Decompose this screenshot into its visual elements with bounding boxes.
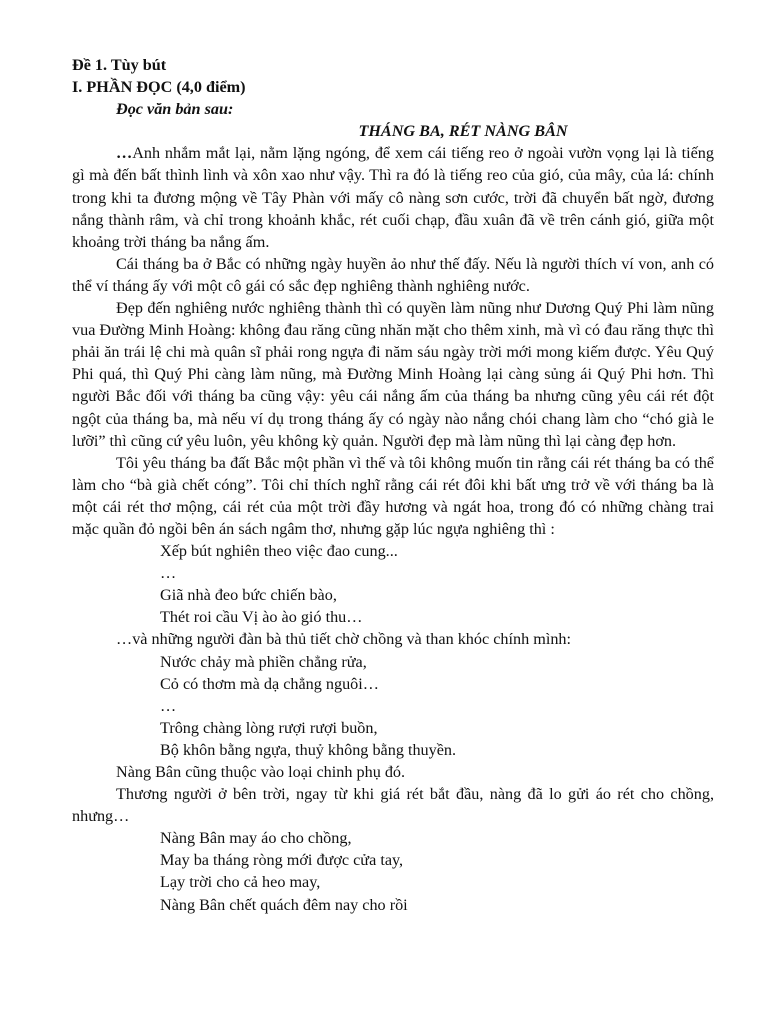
paragraph-5: …và những người đàn bà thủ tiết chờ chồng và than khóc chính mình: xyxy=(116,630,572,649)
exam-heading: Đề 1. Tùy bút xyxy=(72,56,167,74)
verse-block-1 xyxy=(72,540,714,628)
verse-line: Lạy trời cho cả heo may, xyxy=(160,873,321,892)
verse-line: Cỏ có thơm mà dạ chẳng nguôi… xyxy=(160,674,379,693)
verse-line: Xếp bút nghiên theo việc đao cung... xyxy=(160,542,398,561)
verse-line: Thét roi cầu Vị ào ào gió thu… xyxy=(160,608,363,627)
verse-line: Nước chảy mà phiền chẳng rửa, xyxy=(160,652,367,671)
verse-block-3 xyxy=(72,827,714,915)
paragraph-4: Tôi yêu tháng ba đất Bắc một phần vì thế và tôi không muốn tin rằng cái rét tháng ba có thể làm cho “bà già chết cóng”. Tôi chỉ thích nghĩ rằng cái rét đôi khi bất ưng trở về với tháng ba là một cái rét thơ mộng, cái rét của một trời đầy hương và ngát hoa, trong đó có những chàng trai mặc quần đỏ ngồi bên án sách ngâm thơ, nhưng gặp lúc ngựa nghiêng thì : xyxy=(72,453,714,538)
paragraph-1 xyxy=(72,142,714,252)
verse-line: Giã nhà đeo bức chiến bào, xyxy=(160,586,337,605)
verse-line: … xyxy=(160,564,177,583)
passage-title: THÁNG BA, RÉT NÀNG BÂN xyxy=(358,122,568,141)
paragraph-7: Thương người ở bên trời, ngay từ khi giá rét bắt đầu, nàng đã lo gửi áo rét cho chồng, nhưng… xyxy=(72,785,714,826)
verse-line: Trông chàng lòng rượi rượi buồn, xyxy=(160,718,378,737)
paragraph-6: Nàng Bân cũng thuộc vào loại chinh phụ đó. xyxy=(116,763,406,781)
paragraph-1-text: Anh nhắm mắt lại, nằm lặng ngóng, để xem cái tiếng reo ở ngoài vườn vọng lại là tiếng gì mà đến bất thình lình và xôn xao như vậy. Thì ra đó là tiếng reo của gió, của mây, của lá: chính trong khi ta đương mộng về Tây Phàn với mấy cô nàng sơn cước, trời đã chuyển bất ngờ, đương nắng thành râm, và chỉ trong khoảnh khắc, rét cuối chạp, đầu xuân đã về trên cánh gió, giữa một khoảng trời tháng ba nắng ấm. xyxy=(72,144,714,251)
verse-line: May ba tháng ròng mới được cửa tay, xyxy=(160,851,404,870)
ellipsis-lead: … xyxy=(116,144,133,163)
section-heading: I. PHẦN ĐỌC (4,0 điểm) xyxy=(72,78,246,97)
reading-instruction: Đọc văn bản sau: xyxy=(116,100,234,119)
verse-line: Nàng Bân may áo cho chồng, xyxy=(160,829,352,848)
verse-line: Nàng Bân chết quách đêm nay cho rồi xyxy=(160,895,408,914)
paragraph-3: Đẹp đến nghiêng nước nghiêng thành thì có quyền làm nũng như Dương Quý Phi làm nũng vua Đường Minh Hoàng: không đau răng cũng nhăn mặt cho thêm xinh, mà vì có đau răng thực thì phải ăn trái lệ chi mà quân sĩ phải rong ngựa đi năm sáu ngày trời mới mong kiếm được. Yêu Quý Phi quá, thì Quý Phi càng làm nũng, mà Đường Minh Hoàng lại càng sủng ái Quý Phi hơn. Thì người Bắc đối với tháng ba cũng vậy: yêu cái nắng ấm của tháng ba nhưng cũng yêu cái rét đột ngột của tháng ba, mà nếu ví dụ trong tháng ấy có ngày nào nắng chói chang làm cho “chó già le lưỡi” thì cũng cứ yêu luôn, yêu không kỳ quản. Người đẹp mà làm nũng thì lại càng đẹp hơn. xyxy=(72,299,714,450)
verse-block-2 xyxy=(72,651,714,761)
paragraph-2: Cái tháng ba ở Bắc có những ngày huyền ảo như thế đấy. Nếu là người thích ví von, anh có thể ví tháng ấy với một cô gái có sắc đẹp nghiêng thành nghiêng nước. xyxy=(72,254,714,295)
verse-line: … xyxy=(160,696,177,715)
verse-line: Bộ khôn bằng ngựa, thuỷ không bằng thuyền. xyxy=(160,740,457,759)
